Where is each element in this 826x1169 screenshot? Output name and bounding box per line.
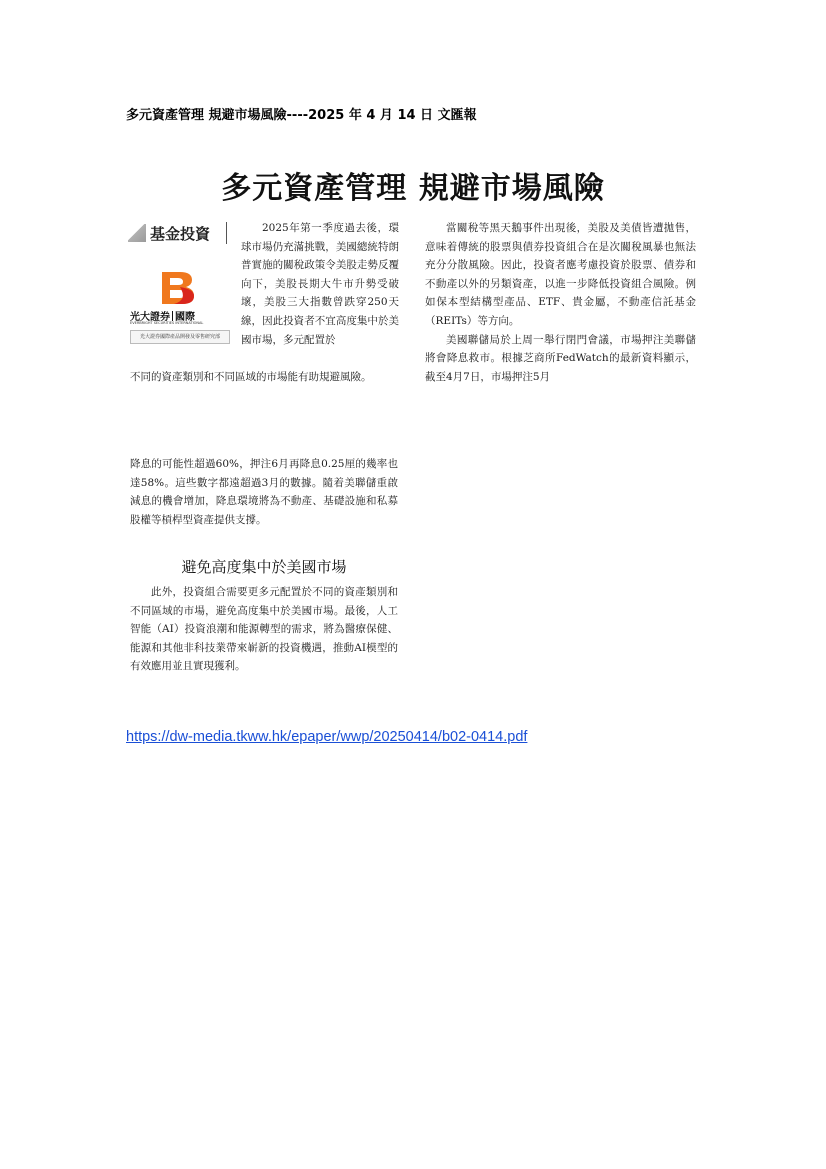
column-tag-label: 基金投資 (150, 225, 211, 243)
paragraph-text: 降息的可能性超過60%，押注6月再降息0.25厘的幾率也達58%。這些數字都遠超過3月的數據。隨着美聯儲重啟減息的機會增加，降息環境將為不動產、基礎設施和私募股權等槓桿型資產提供支撐。 (130, 458, 398, 526)
logo-caption: 光大證券國際產品開發及零售研究部 (130, 330, 230, 344)
column-tag-marker (128, 224, 146, 242)
column-tag (128, 222, 227, 244)
article-paragraph-3: 美國聯儲局於上周一舉行閉門會議，市場押注美聯儲將會降息救市。根據芝商所FedWatch的最新資料顯示，截至4月7日，市場押注5月 (425, 333, 696, 383)
source-link[interactable]: https://dw-media.tkww.hk/epaper/wwp/20250414/b02-0414.pdf (126, 729, 528, 745)
article-subheading: 避免高度集中於美國市場 (181, 558, 347, 576)
paragraph-text: 2025年第一季度過去後，環球市場仍充滿挑戰，美國總統特朗普實施的關稅政策令美股走勢反覆向下，美股長期大牛市升勢受破壞，美股三大指數曾跌穿250天線，因此投資者不宜高度集中於美國市場，多元配置於 (241, 222, 399, 346)
article-paragraph-3-continued (130, 455, 398, 529)
document-header: 多元資產管理 規避市場風險----2025 年 4 月 14 日 文匯報 (126, 108, 477, 123)
logo-divider (172, 311, 173, 321)
paragraph-text: 此外，投資組合需要更多元配置於不同的資產類別和不同區域的市場，避免高度集中於美國市場。最後，人工智能（AI）投資浪潮和能源轉型的需求，將為醫療保健、能源和其他非科技業帶來嶄新的投資機遇，推動AI模型的有效應用並且實現獲利。 (130, 586, 398, 673)
article-paragraph-4 (130, 583, 398, 676)
company-logo (130, 270, 228, 352)
paragraph-text: 不同的資產類別和不同區域的市場能有助規避風險。 (130, 371, 372, 383)
logo-name-cn: 光大證券 (130, 312, 170, 323)
article-paragraph-1-continued (130, 368, 400, 387)
logo-name-en: EVERBRIGHT SECURITIES INTERNATIONAL (130, 321, 204, 325)
article-paragraph-2: 當關稅等黑天鵝事件出現後，美股及美債皆遭拋售，意味着傳統的股票與債券投資組合在是次關稅風暴也無法充分分散風險。因此，投資者應考慮投資於股票、債券和不動產以外的另類資產，以進一步降低投資組合風險。例如保本型結構型產品、ETF、貴金屬，不動產信託基金（REITs）等方向。 (425, 222, 696, 327)
logo-name-intl: 國際 (175, 312, 195, 323)
brand-logo-icon (158, 270, 198, 306)
article-headline: 多元資產管理 規避市場風險 (221, 171, 605, 206)
article-paragraph-1 (241, 219, 399, 349)
article-right-column (425, 219, 696, 386)
